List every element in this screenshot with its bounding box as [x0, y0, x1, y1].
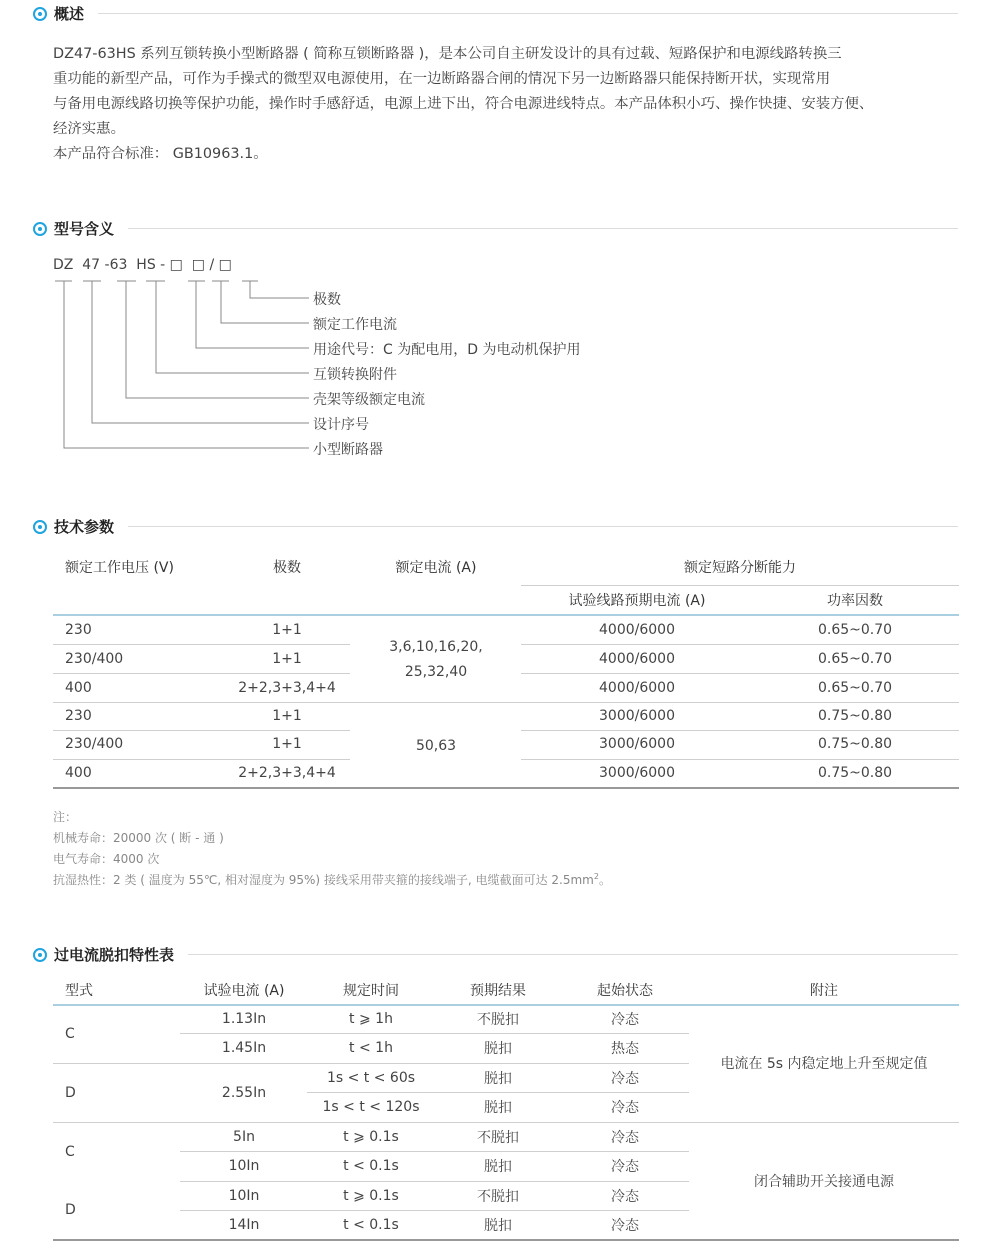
model-code: DZ 47 -63 HS - □ □ / □ [53, 257, 232, 273]
cell-time: 1s < t < 60s [326, 1070, 416, 1086]
th-result: 预期结果 [470, 983, 526, 999]
model-label-frame-current: 壳架等级额定电流 [313, 392, 425, 408]
model-label-usage-code: 用途代号：C 为配电用，D 为电动机保护用 [313, 342, 581, 358]
rule [521, 730, 959, 731]
cell-voltage: 230/400 [65, 736, 124, 752]
bottom-rule [53, 1239, 959, 1241]
th-voltage: 额定工作电压 (V) [65, 560, 174, 576]
cell-time: 1s < t < 120s [322, 1099, 420, 1115]
cell-test-current: 2.55In [221, 1085, 267, 1101]
bottom-rule [53, 787, 959, 789]
cell-result: 脱扣 [484, 1159, 512, 1175]
cell-pf: 0.65~0.70 [817, 622, 893, 638]
cell-pf: 0.65~0.70 [817, 651, 893, 667]
cell-poles: 1+1 [272, 708, 302, 724]
cell-prospective: 4000/6000 [599, 622, 675, 638]
section-title: 过电流脱扣特性表 [54, 946, 175, 964]
cell-voltage: 400 [65, 765, 92, 781]
cell-result: 脱扣 [484, 1041, 512, 1057]
th-prospective: 试验线路预期电流 (A) [568, 593, 706, 609]
rule [180, 1210, 689, 1211]
rule [307, 1092, 689, 1093]
section-title: 型号含义 [54, 220, 115, 238]
cell-type: C [65, 1144, 75, 1160]
rule [180, 1181, 689, 1182]
model-label-mcb: 小型断路器 [313, 442, 383, 458]
rule [53, 1063, 689, 1064]
cell-result: 不脱扣 [477, 1189, 519, 1205]
th-current: 额定电流 (A) [395, 560, 477, 576]
cell-state: 冷态 [611, 1012, 639, 1028]
cell-current: 50,63 [415, 738, 457, 754]
note-line: 电气寿命：4000 次 [53, 852, 160, 866]
cell-prospective: 3000/6000 [599, 736, 675, 752]
rule [180, 1151, 689, 1152]
cell-remark: 电流在 5s 内稳定地上升至规定值 [720, 1056, 928, 1072]
cell-prospective: 3000/6000 [599, 765, 675, 781]
cell-test-current: 5In [233, 1129, 255, 1145]
standard-line: 本产品符合标准： GB10963.1。 [53, 146, 268, 162]
model-label-rated-current: 额定工作电流 [313, 317, 397, 333]
cell-prospective: 4000/6000 [599, 680, 675, 696]
cell-state: 冷态 [611, 1218, 639, 1234]
th-state: 起始状态 [597, 983, 653, 999]
th-breaking: 额定短路分断能力 [684, 560, 796, 576]
cell-type: D [65, 1085, 76, 1101]
cell-poles: 2+2,3+3,4+4 [238, 765, 336, 781]
cell-pf: 0.75~0.80 [817, 736, 893, 752]
cell-pf: 0.75~0.80 [817, 765, 893, 781]
th-poles: 极数 [273, 560, 301, 576]
cell-test-current: 10In [228, 1188, 260, 1204]
cell-voltage: 230 [65, 622, 92, 638]
divider [128, 526, 958, 527]
cell-test-current: 1.45In [221, 1040, 267, 1056]
cell-poles: 1+1 [272, 651, 302, 667]
cell-result: 脱扣 [484, 1071, 512, 1087]
cell-prospective: 4000/6000 [599, 651, 675, 667]
target-circle-icon [33, 520, 47, 534]
cell-state: 冷态 [611, 1100, 639, 1116]
rule [53, 673, 350, 674]
cell-state: 冷态 [611, 1159, 639, 1175]
rule [521, 585, 959, 586]
th-time: 规定时间 [343, 983, 399, 999]
cell-pf: 0.65~0.70 [817, 680, 893, 696]
rule [53, 702, 959, 703]
cell-time: t ⩾ 0.1s [343, 1129, 399, 1145]
th-test-current: 试验电流 (A) [203, 983, 285, 999]
cell-test-current: 1.13In [221, 1011, 267, 1027]
cell-state: 冷态 [611, 1130, 639, 1146]
rule [180, 1033, 689, 1034]
cell-state: 冷态 [611, 1189, 639, 1205]
cell-result: 不脱扣 [477, 1130, 519, 1146]
cell-time: t ⩾ 0.1s [343, 1188, 399, 1204]
divider [188, 954, 958, 955]
overview-line: 经济实惠。 [53, 121, 125, 137]
cell-test-current: 10In [228, 1158, 260, 1174]
cell-poles: 1+1 [272, 622, 302, 638]
model-connector-lines [0, 0, 1000, 470]
cell-pf: 0.75~0.80 [817, 708, 893, 724]
rule [53, 730, 350, 731]
cell-type: C [65, 1026, 75, 1042]
note-line: 抗湿热性：2 类 ( 温度为 55℃, 相对湿度为 95%) 接线采用带夹箍的接线端子, 电缆截面可达 $2.5mm^2$。 [53, 872, 611, 887]
header-rule [53, 614, 959, 616]
th-power-factor: 功率因数 [827, 593, 883, 609]
model-label-design-no: 设计序号 [313, 417, 369, 433]
rule [53, 759, 350, 760]
cell-voltage: 230/400 [65, 651, 124, 667]
cell-result: 脱扣 [484, 1100, 512, 1116]
cell-voltage: 400 [65, 680, 92, 696]
cell-state: 热态 [611, 1041, 639, 1057]
note-title: 注： [53, 810, 78, 824]
model-label-poles: 极数 [313, 292, 341, 308]
cell-time: t < 0.1s [343, 1217, 399, 1233]
cell-time: t < 1h [349, 1040, 393, 1056]
section-header-tech [33, 516, 958, 537]
target-circle-icon [33, 948, 47, 962]
cell-time: t < 0.1s [343, 1158, 399, 1174]
overview-line: DZ47-63HS 系列互锁转换小型断路器 ( 简称互锁断路器 )，是本公司自主研发设计的具有过载、短路保护和电源线路转换三 [53, 46, 842, 62]
cell-result: 不脱扣 [477, 1012, 519, 1028]
rule [53, 1122, 959, 1123]
cell-time: t ⩾ 1h [349, 1011, 393, 1027]
section-header-trip [33, 944, 958, 965]
model-label-interlock: 互锁转换附件 [313, 367, 397, 383]
cell-test-current: 14In [228, 1217, 260, 1233]
cell-result: 脱扣 [484, 1218, 512, 1234]
section-title: 概述 [54, 5, 85, 23]
rule [521, 759, 959, 760]
cell-type: D [65, 1202, 76, 1218]
rule [521, 673, 959, 674]
th-remark: 附注 [810, 983, 838, 999]
cell-voltage: 230 [65, 708, 92, 724]
cell-prospective: 3000/6000 [599, 708, 675, 724]
overview-line: 与备用电源线路切换等保护功能，操作时手感舒适，电源上进下出，符合电源进线特点。本产品体积小巧、操作快捷、安装方便、 [53, 96, 874, 112]
rule [53, 644, 350, 645]
header-rule [53, 1004, 959, 1006]
cell-current: 3,6,10,16,20, [389, 639, 483, 655]
cell-current: 25,32,40 [404, 664, 468, 680]
cell-poles: 1+1 [272, 736, 302, 752]
cell-remark: 闭合辅助开关接通电源 [754, 1174, 894, 1190]
cell-state: 冷态 [611, 1071, 639, 1087]
section-title: 技术参数 [54, 518, 115, 536]
rule [521, 644, 959, 645]
overview-line: 重功能的新型产品，可作为手操式的微型双电源使用，在一边断路器合闸的情况下另一边断路器只能保持断开状，实现常用 [53, 71, 831, 87]
th-type: 型式 [65, 983, 93, 999]
cell-poles: 2+2,3+3,4+4 [238, 680, 336, 696]
note-line: 机械寿命：20000 次 ( 断 - 通 ) [53, 831, 224, 845]
